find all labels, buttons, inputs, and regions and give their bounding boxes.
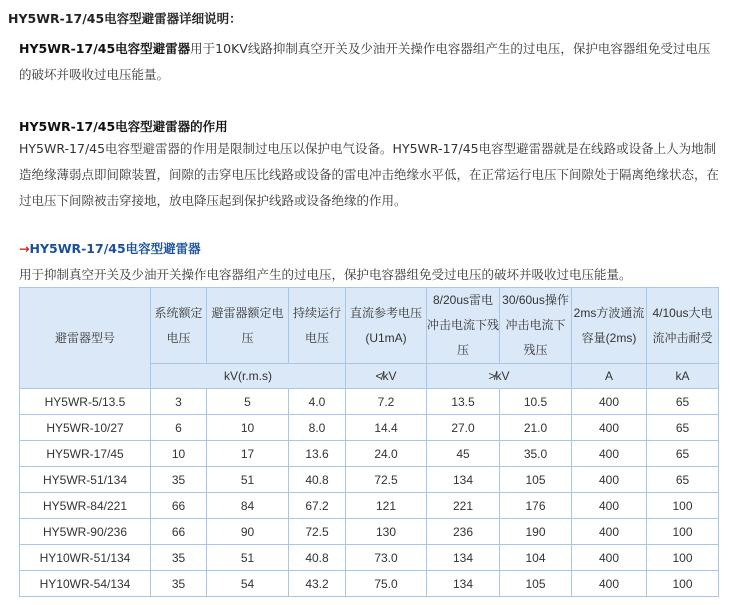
unit-cell: kA — [647, 364, 719, 389]
value-cell: 17 — [207, 441, 289, 467]
value-cell: 21.0 — [500, 415, 572, 441]
value-cell: 51 — [207, 467, 289, 493]
model-cell: HY10WR-54/134 — [20, 571, 151, 597]
value-cell: 43.2 — [289, 571, 346, 597]
value-cell: 24.0 — [346, 441, 427, 467]
model-cell: HY5WR-17/45 — [20, 441, 151, 467]
value-cell: 400 — [572, 519, 647, 545]
table-row — [20, 545, 719, 571]
value-cell: 400 — [572, 415, 647, 441]
intro-lead: HY5WR-17/45电容型避雷器 — [19, 41, 191, 56]
value-cell: 72.5 — [346, 467, 427, 493]
header-cell: 持续运行电压 — [289, 288, 346, 364]
value-cell: 35 — [151, 571, 207, 597]
table-row — [20, 493, 719, 519]
header-cell: 4/10us大电流冲击耐受 — [647, 288, 719, 364]
value-cell: 10 — [151, 441, 207, 467]
value-cell: 66 — [151, 519, 207, 545]
model-cell: HY5WR-90/236 — [20, 519, 151, 545]
model-cell: HY5WR-84/221 — [20, 493, 151, 519]
value-cell: 7.2 — [346, 389, 427, 415]
product-link-label: HY5WR-17/45电容型避雷器 — [29, 241, 201, 256]
intro-text: 用于10KV线路抑制真空开关及少油开关操作电容器组产生的过电压，保护电容器组免受过电压的破坏并吸收过电压能量。 — [19, 41, 711, 82]
value-cell: 84 — [207, 493, 289, 519]
value-cell: 121 — [346, 493, 427, 519]
header-cell: 避雷器额定电压 — [207, 288, 289, 364]
table-row — [20, 519, 719, 545]
value-cell: 40.8 — [289, 467, 346, 493]
table-row — [20, 389, 719, 415]
value-cell: 176 — [500, 493, 572, 519]
value-cell: 65 — [647, 441, 719, 467]
model-cell: HY5WR-5/13.5 — [20, 389, 151, 415]
value-cell: 134 — [427, 571, 500, 597]
value-cell: 400 — [572, 545, 647, 571]
value-cell: 45 — [427, 441, 500, 467]
header-cell: 8/20us雷电冲击电流下残压 — [427, 288, 500, 364]
value-cell: 51 — [207, 545, 289, 571]
unit-cell: ≯kV — [427, 364, 572, 389]
spec-table-body — [20, 389, 719, 597]
value-cell: 72.5 — [289, 519, 346, 545]
unit-cell: kV(r.m.s) — [151, 364, 346, 389]
value-cell: 65 — [647, 415, 719, 441]
value-cell: 3 — [151, 389, 207, 415]
value-cell: 105 — [500, 467, 572, 493]
value-cell: 4.0 — [289, 389, 346, 415]
table-row — [20, 441, 719, 467]
value-cell: 35 — [151, 467, 207, 493]
header-cell: 直流参考电压(U1mA) — [346, 288, 427, 364]
value-cell: 65 — [647, 389, 719, 415]
model-cell: HY5WR-51/134 — [20, 467, 151, 493]
value-cell: 13.5 — [427, 389, 500, 415]
value-cell: 10.5 — [500, 389, 572, 415]
model-cell: HY5WR-10/27 — [20, 415, 151, 441]
value-cell: 400 — [572, 571, 647, 597]
value-cell: 400 — [572, 467, 647, 493]
page-title: HY5WR-17/45电容型避雷器详细说明： — [8, 11, 242, 26]
intro-paragraph — [19, 36, 719, 88]
value-cell: 400 — [572, 389, 647, 415]
value-cell: 27.0 — [427, 415, 500, 441]
value-cell: 104 — [500, 545, 572, 571]
header-row — [20, 288, 719, 364]
value-cell: 54 — [207, 571, 289, 597]
unit-cell: A — [572, 364, 647, 389]
value-cell: 90 — [207, 519, 289, 545]
value-cell: 65 — [647, 467, 719, 493]
product-link[interactable] — [19, 239, 201, 257]
value-cell: 5 — [207, 389, 289, 415]
role-paragraph: HY5WR-17/45电容型避雷器的作用是限制过电压以保护电气设备。HY5WR-17/45电容型避雷器就是在线路或设备上人为地制造绝缘薄弱点即间隙装置，间隙的击穿电压比线路或设备的雷电冲击绝缘水平低，在正常运行电压下间隙处于隔离绝缘状态，在过电压下间隙被击穿接地，放电降压起到保护线路或设备绝缘的作用。 — [19, 141, 720, 208]
role-heading: HY5WR-17/45电容型避雷器的作用 — [19, 119, 228, 134]
value-cell: 73.0 — [346, 545, 427, 571]
value-cell: 134 — [427, 545, 500, 571]
table-row — [20, 467, 719, 493]
value-cell: 130 — [346, 519, 427, 545]
value-cell: 100 — [647, 493, 719, 519]
table-row — [20, 415, 719, 441]
value-cell: 8.0 — [289, 415, 346, 441]
value-cell: 134 — [427, 467, 500, 493]
value-cell: 221 — [427, 493, 500, 519]
value-cell: 105 — [500, 571, 572, 597]
value-cell: 10 — [207, 415, 289, 441]
table-row — [20, 571, 719, 597]
model-cell: HY10WR-51/134 — [20, 545, 151, 571]
value-cell: 6 — [151, 415, 207, 441]
value-cell: 100 — [647, 519, 719, 545]
value-cell: 40.8 — [289, 545, 346, 571]
value-cell: 75.0 — [346, 571, 427, 597]
header-cell: 避雷器型号 — [20, 288, 151, 389]
header-cell: 30/60us操作冲击电流下残压 — [500, 288, 572, 364]
value-cell: 236 — [427, 519, 500, 545]
header-cell: 系统额定电压 — [151, 288, 207, 364]
value-cell: 13.6 — [289, 441, 346, 467]
usage-text: 用于抑制真空开关及少油开关操作电容器组产生的过电压，保护电容器组免受过电压的破坏并吸收过电压能量。 — [19, 267, 632, 282]
header-cell: 2ms方波通流容量(2ms) — [572, 288, 647, 364]
value-cell: 190 — [500, 519, 572, 545]
value-cell: 67.2 — [289, 493, 346, 519]
arrow-icon: → — [19, 241, 30, 256]
value-cell: 35 — [151, 545, 207, 571]
value-cell: 400 — [572, 493, 647, 519]
value-cell: 14.4 — [346, 415, 427, 441]
spec-table — [19, 287, 719, 597]
value-cell: 35.0 — [500, 441, 572, 467]
value-cell: 400 — [572, 441, 647, 467]
unit-cell: ≮kV — [346, 364, 427, 389]
value-cell: 66 — [151, 493, 207, 519]
value-cell: 100 — [647, 571, 719, 597]
value-cell: 100 — [647, 545, 719, 571]
